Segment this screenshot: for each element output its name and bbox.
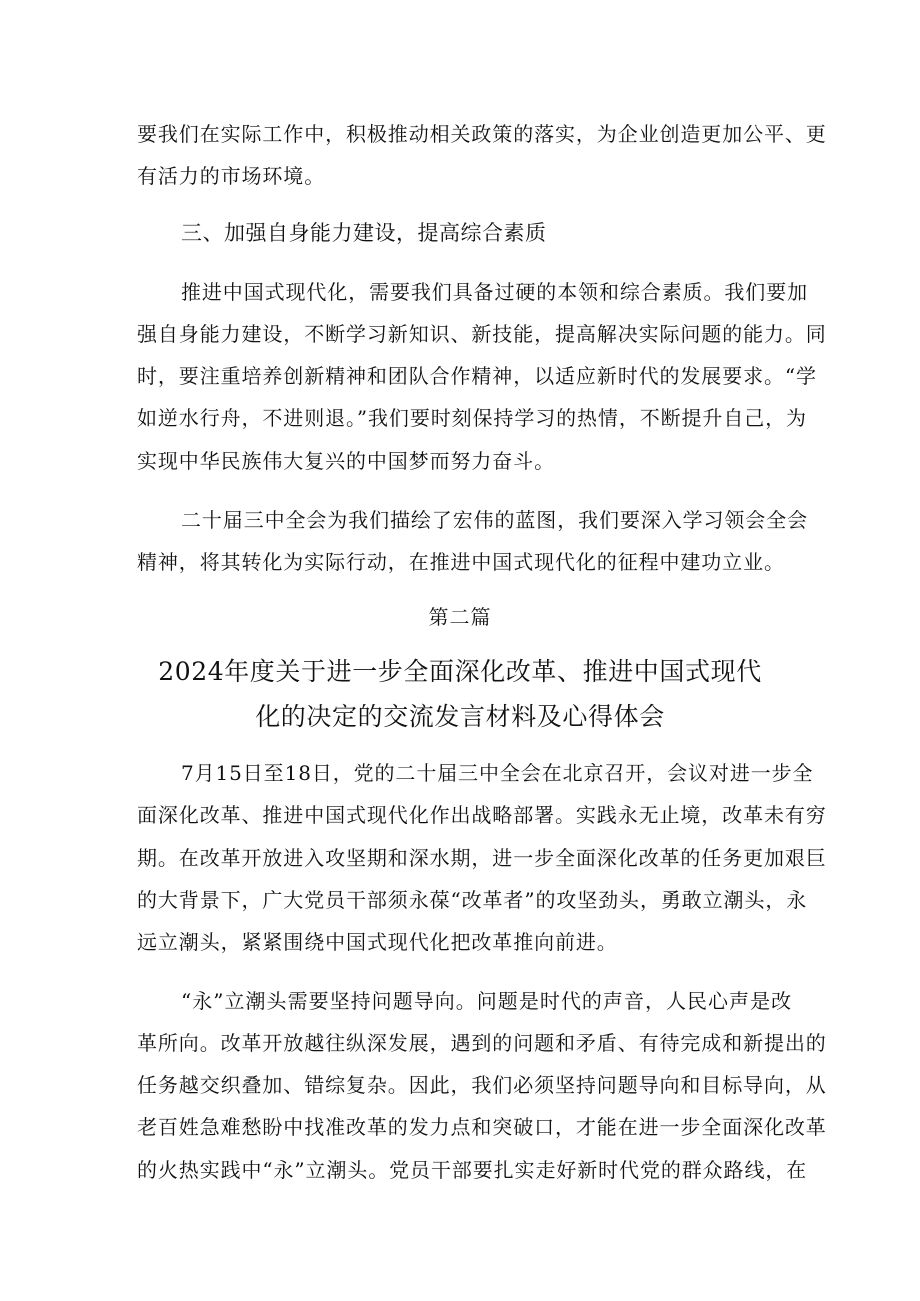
paragraph-line: 实现中华民族伟大复兴的中国梦而努力奋斗。 xyxy=(137,449,555,473)
part-label: 第二篇 xyxy=(428,605,492,629)
paragraph-line: 精神，将其转化为实际行动，在推进中国式现代化的征程中建功立业。 xyxy=(137,550,785,574)
paragraph-line: 老百姓急难愁盼中找准改革的发力点和突破口，才能在进一步全面深化改革 xyxy=(137,1115,827,1139)
paragraph-line: 远立潮头，紧紧围绕中国式现代化把改革推向前进。 xyxy=(137,930,618,954)
paragraph-line: 二十届三中全会为我们描绘了宏伟的蓝图，我们要深入学习领会全会 xyxy=(181,508,808,532)
paragraph-line: 强自身能力建设，不断学习新知识、新技能，提高解决实际问题的能力。同 xyxy=(137,322,827,346)
paragraph-line: 时，要注重培养创新精神和团队合作精神，以适应新时代的发展要求。“学 xyxy=(137,364,817,388)
paragraph-line: 有活力的市场环境。 xyxy=(137,164,326,188)
paragraph-line: 面深化改革、推进中国式现代化作出战略部署。实践永无止境，改革未有穷 xyxy=(137,803,827,827)
paragraph-line: 7月15日至18日，党的二十届三中全会在北京召开，会议对进一步全 xyxy=(181,761,814,785)
paragraph-line: 如逆水行舟，不进则退。”我们要时刻保持学习的热情，不断提升自己，为 xyxy=(137,406,807,430)
paragraph-line: “永”立潮头需要坚持问题导向。问题是时代的声音，人民心声是改 xyxy=(181,989,792,1013)
paragraph-line: 推进中国式现代化，需要我们具备过硬的本领和综合素质。我们要加 xyxy=(181,280,808,304)
paragraph-line: 任务越交织叠加、错综复杂。因此，我们必须坚持问题导向和目标导向，从 xyxy=(137,1073,827,1097)
document-title-line: 化的决定的交流发言材料及心得体会 xyxy=(255,702,665,731)
paragraph-line: 的火热实践中“永”立潮头。党员干部要扎实走好新时代党的群众路线，在 xyxy=(137,1158,808,1182)
paragraph-line: 要我们在实际工作中，积极推动相关政策的落实，为企业创造更加公平、更 xyxy=(137,122,827,146)
document-title-line: 2024年度关于进一步全面深化改革、推进中国式现代 xyxy=(158,657,762,686)
paragraph-line: 期。在改革开放进入攻坚期和深水期，进一步全面深化改革的任务更加艰巨 xyxy=(137,846,827,870)
section-heading: 三、加强自身能力建设，提高综合素质 xyxy=(181,221,547,245)
paragraph-line: 革所向。改革开放越往纵深发展，遇到的问题和矛盾、有待完成和新提出的 xyxy=(137,1031,827,1055)
paragraph-line: 的大背景下，广大党员干部须永葆“改革者”的攻坚劲头，勇敢立潮头，永 xyxy=(137,888,808,912)
